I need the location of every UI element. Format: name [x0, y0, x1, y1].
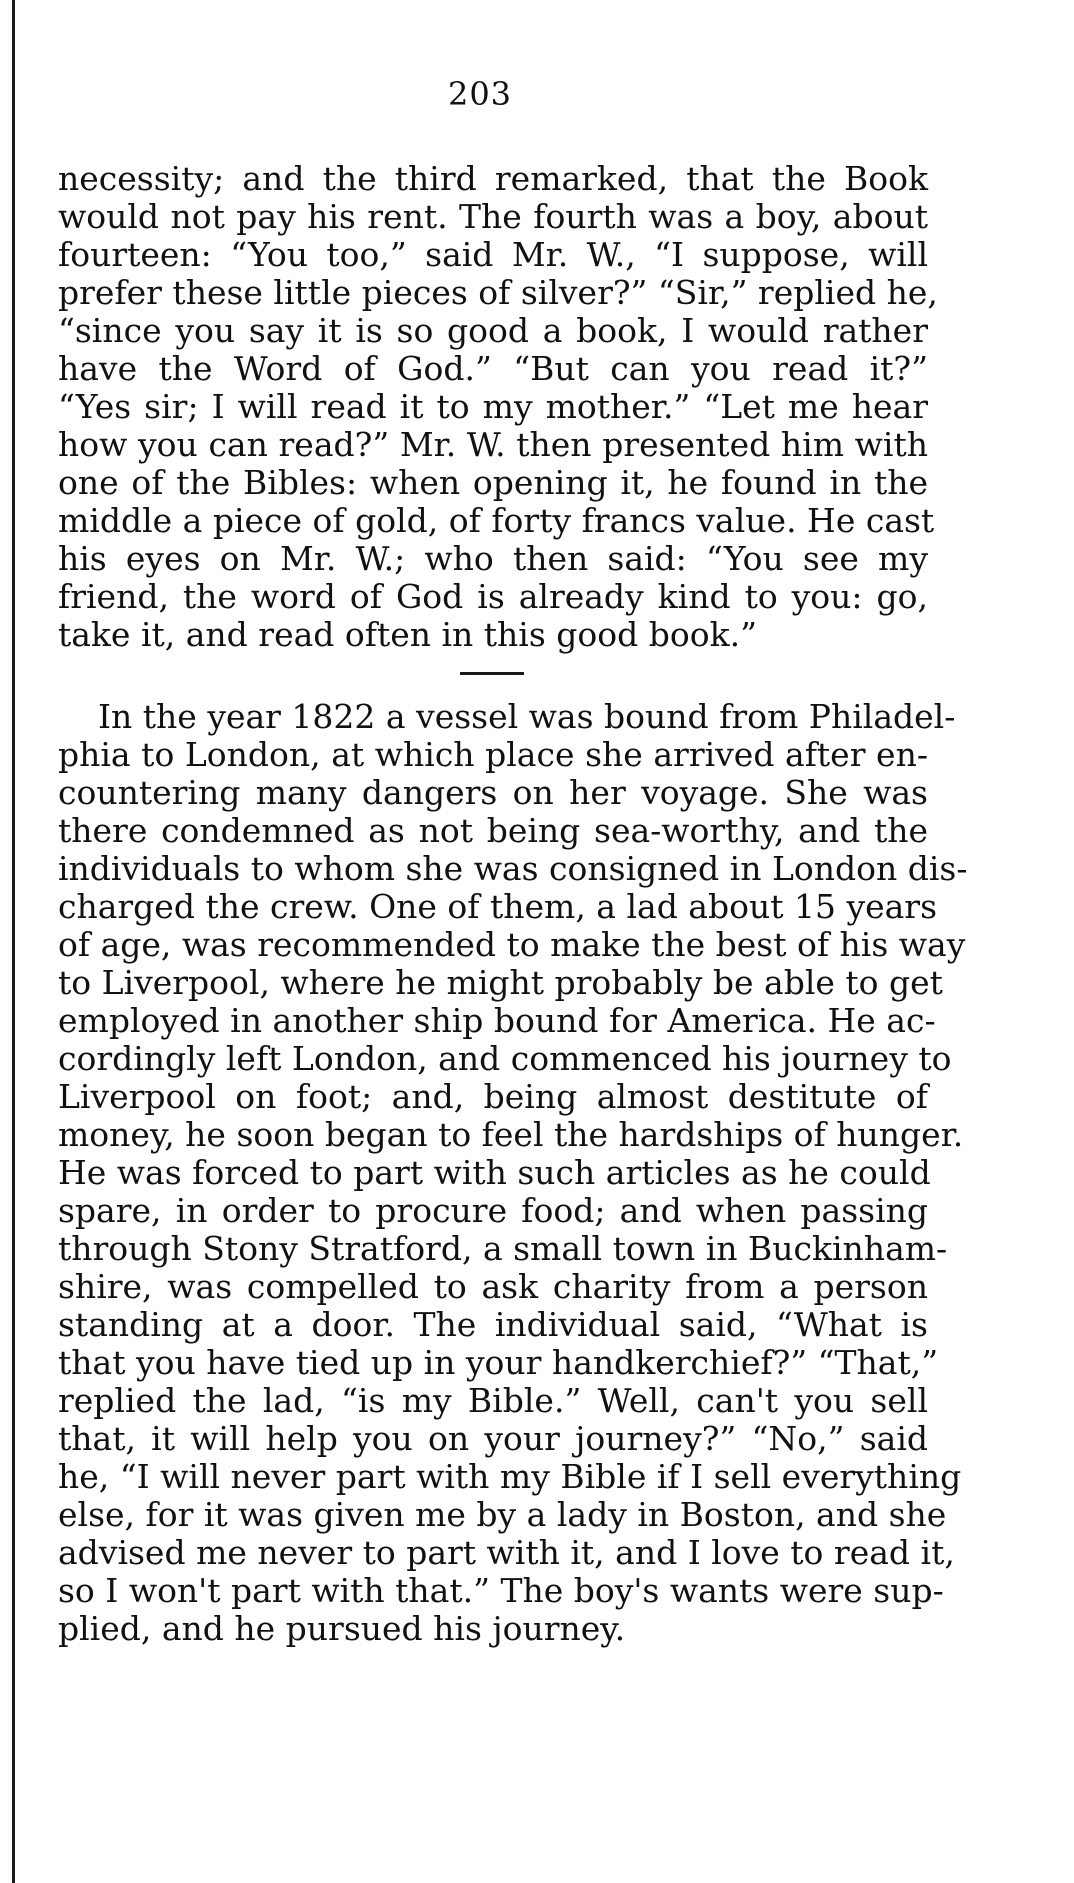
text-line: one of the Bibles: when opening it, he found in the: [58, 463, 928, 502]
text-line: that you have tied up in your handkerchief?” “That,”: [58, 1343, 939, 1382]
text-line: of age, was recommended to make the best of his way: [58, 925, 966, 964]
text-line: individuals to whom she was consigned in London dis-: [58, 849, 968, 888]
text-line: standing at a door. The individual said, “What is: [58, 1305, 928, 1344]
text-line: employed in another ship bound for America. He ac-: [58, 1001, 936, 1040]
text-line: else, for it was given me by a lady in Boston, and she: [58, 1495, 947, 1534]
text-line: He was forced to part with such articles as he could: [58, 1153, 931, 1192]
text-line: shire, was compelled to ask charity from a person: [58, 1267, 928, 1306]
text-line: so I won't part with that.” The boy's wants were sup-: [58, 1571, 944, 1610]
text-line: to Liverpool, where he might probably be able to get: [58, 963, 943, 1002]
text-line: there condemned as not being sea-worthy, and the: [58, 811, 928, 850]
text-line: prefer these little pieces of silver?” “Sir,” replied he,: [58, 273, 938, 312]
text-line: money, he soon began to feel the hardships of hunger.: [58, 1115, 964, 1154]
text-line: take it, and read often in this good book.”: [58, 615, 757, 654]
section-divider: [460, 672, 524, 675]
text-line: middle a piece of gold, of forty francs value. He cast: [58, 501, 935, 540]
text-line: replied the lad, “is my Bible.” Well, can't you sell: [58, 1381, 928, 1420]
text-line: his eyes on Mr. W.; who then said: “You see my: [58, 539, 928, 578]
text-line: he, “I will never part with my Bible if I sell everything: [58, 1457, 962, 1496]
page-edge-rule: [12, 0, 15, 1883]
text-line: “Yes sir; I will read it to my mother.” “Let me hear: [58, 387, 928, 426]
text-line: advised me never to part with it, and I love to read it,: [58, 1533, 955, 1572]
text-line: In the year 1822 a vessel was bound from Philadel-: [98, 697, 956, 736]
paragraph-sailor-boy: [58, 697, 968, 1648]
text-line: Liverpool on foot; and, being almost destitute of: [58, 1077, 928, 1116]
text-line: spare, in order to procure food; and when passing: [58, 1191, 928, 1230]
text-line: necessity; and the third remarked, that the Book: [58, 159, 928, 198]
text-line: that, it will help you on your journey?” “No,” said: [58, 1419, 928, 1458]
text-line: how you can read?” Mr. W. then presented him with: [58, 425, 928, 464]
text-line: phia to London, at which place she arrived after en-: [58, 735, 928, 774]
text-line: through Stony Stratford, a small town in Buckinham-: [58, 1229, 948, 1268]
text-line: charged the crew. One of them, a lad about 15 years: [58, 887, 938, 926]
page-number: 203: [447, 75, 513, 113]
text-line: cordingly left London, and commenced his journey to: [58, 1039, 952, 1078]
text-line: would not pay his rent. The fourth was a boy, about: [58, 197, 928, 236]
text-line: countering many dangers on her voyage. She was: [58, 773, 928, 812]
text-line: friend, the word of God is already kind to you: go,: [58, 577, 928, 616]
text-line: “since you say it is so good a book, I would rather: [58, 311, 928, 350]
text-line: fourteen: “You too,” said Mr. W., “I suppose, will: [58, 235, 928, 274]
text-line: have the Word of God.” “But can you read it?”: [58, 349, 928, 388]
text-line: plied, and he pursued his journey.: [58, 1609, 626, 1648]
paragraph-bible-gift: [58, 159, 938, 654]
